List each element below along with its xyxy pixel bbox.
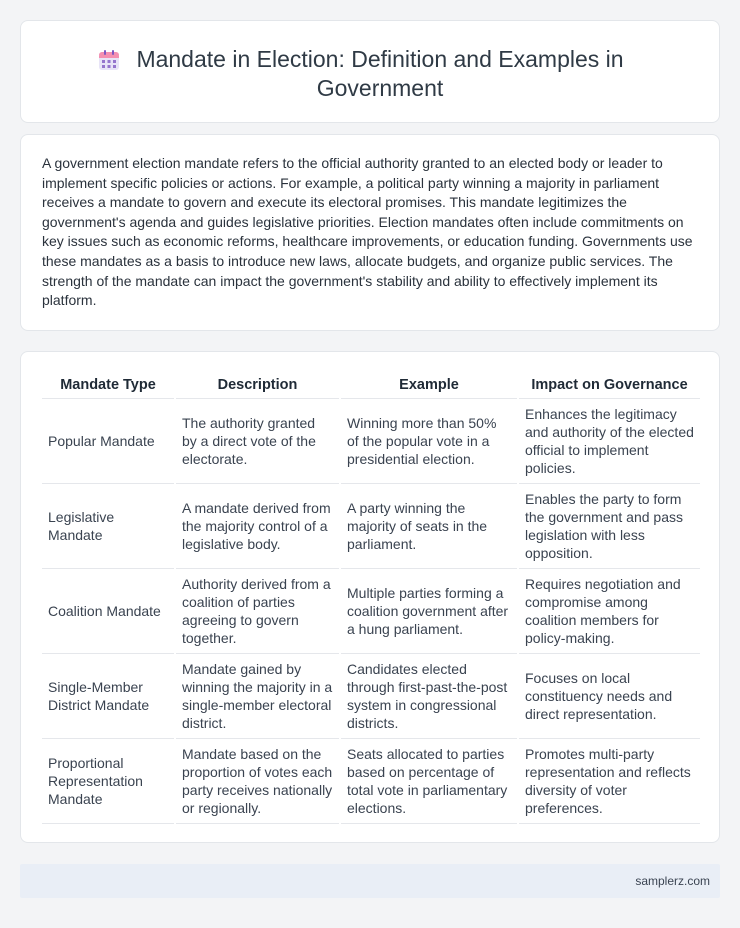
intro-paragraph: A government election mandate refers to the official authority granted to an elected body or leader to implement specific policies or actions. For example, a political party winning a majority in parliament receives a mandate to govern and execute its electoral promises. This mandate legitimizes the government's agenda and guides legislative priorities. Election mandates often include commitments on key issues such as economic reforms, healthcare improvements, or education funding. Governments use these mandates as a basis to introduce new laws, allocate budgets, and organize public services. The strength of the mandate can impact the government's stability and ability to effectively implement its platform.: [42, 155, 693, 309]
footer-site-link[interactable]: samplerz.com: [635, 874, 710, 888]
table-cell: Winning more than 50% of the popular vote in a presidential election.: [340, 399, 518, 484]
table-row: [42, 569, 700, 654]
footer: [20, 864, 720, 898]
table-cell: Multiple parties forming a coalition government after a hung parliament.: [340, 569, 518, 654]
table-row: [42, 739, 700, 824]
table-cell: A party winning the majority of seats in the parliament.: [340, 484, 518, 569]
table-cell: Popular Mandate: [42, 399, 175, 484]
table-cell: Enhances the legitimacy and authority of the elected official to implement policies.: [518, 399, 700, 484]
table-card: [20, 351, 720, 843]
table-cell: A mandate derived from the majority control of a legislative body.: [175, 484, 340, 569]
table-cell: Legislative Mandate: [42, 484, 175, 569]
title-card: [20, 20, 720, 123]
mandate-table: [42, 372, 700, 824]
table-cell: Enables the party to form the government and pass legislation with less opposition.: [518, 484, 700, 569]
table-row: [42, 399, 700, 484]
table-cell: Candidates elected through first-past-the-post system in congressional districts.: [340, 654, 518, 739]
column-header: Description: [175, 372, 340, 399]
intro-card: [20, 134, 720, 331]
table-cell: Proportional Representation Mandate: [42, 739, 175, 824]
column-header: Example: [340, 372, 518, 399]
table-cell: Promotes multi-party representation and reflects diversity of voter preferences.: [518, 739, 700, 824]
table-cell: Focuses on local constituency needs and direct representation.: [518, 654, 700, 739]
table-cell: The authority granted by a direct vote of the electorate.: [175, 399, 340, 484]
table-cell: Mandate gained by winning the majority in a single-member electoral district.: [175, 654, 340, 739]
table-cell: Mandate based on the proportion of votes each party receives nationally or regionally.: [175, 739, 340, 824]
column-header: Mandate Type: [42, 372, 175, 399]
table-cell: Coalition Mandate: [42, 569, 175, 654]
table-cell: Single-Member District Mandate: [42, 654, 175, 739]
table-row: [42, 484, 700, 569]
page-title: Mandate in Election: Definition and Examples in Government: [136, 46, 624, 101]
column-header: Impact on Governance: [518, 372, 700, 399]
table-cell: Authority derived from a coalition of parties agreeing to govern together.: [175, 569, 340, 654]
table-row: [42, 654, 700, 739]
table-cell: Seats allocated to parties based on percentage of total vote in parliamentary elections.: [340, 739, 518, 824]
table-header-row: [42, 372, 700, 399]
table-cell: Requires negotiation and compromise among coalition members for policy-making.: [518, 569, 700, 654]
